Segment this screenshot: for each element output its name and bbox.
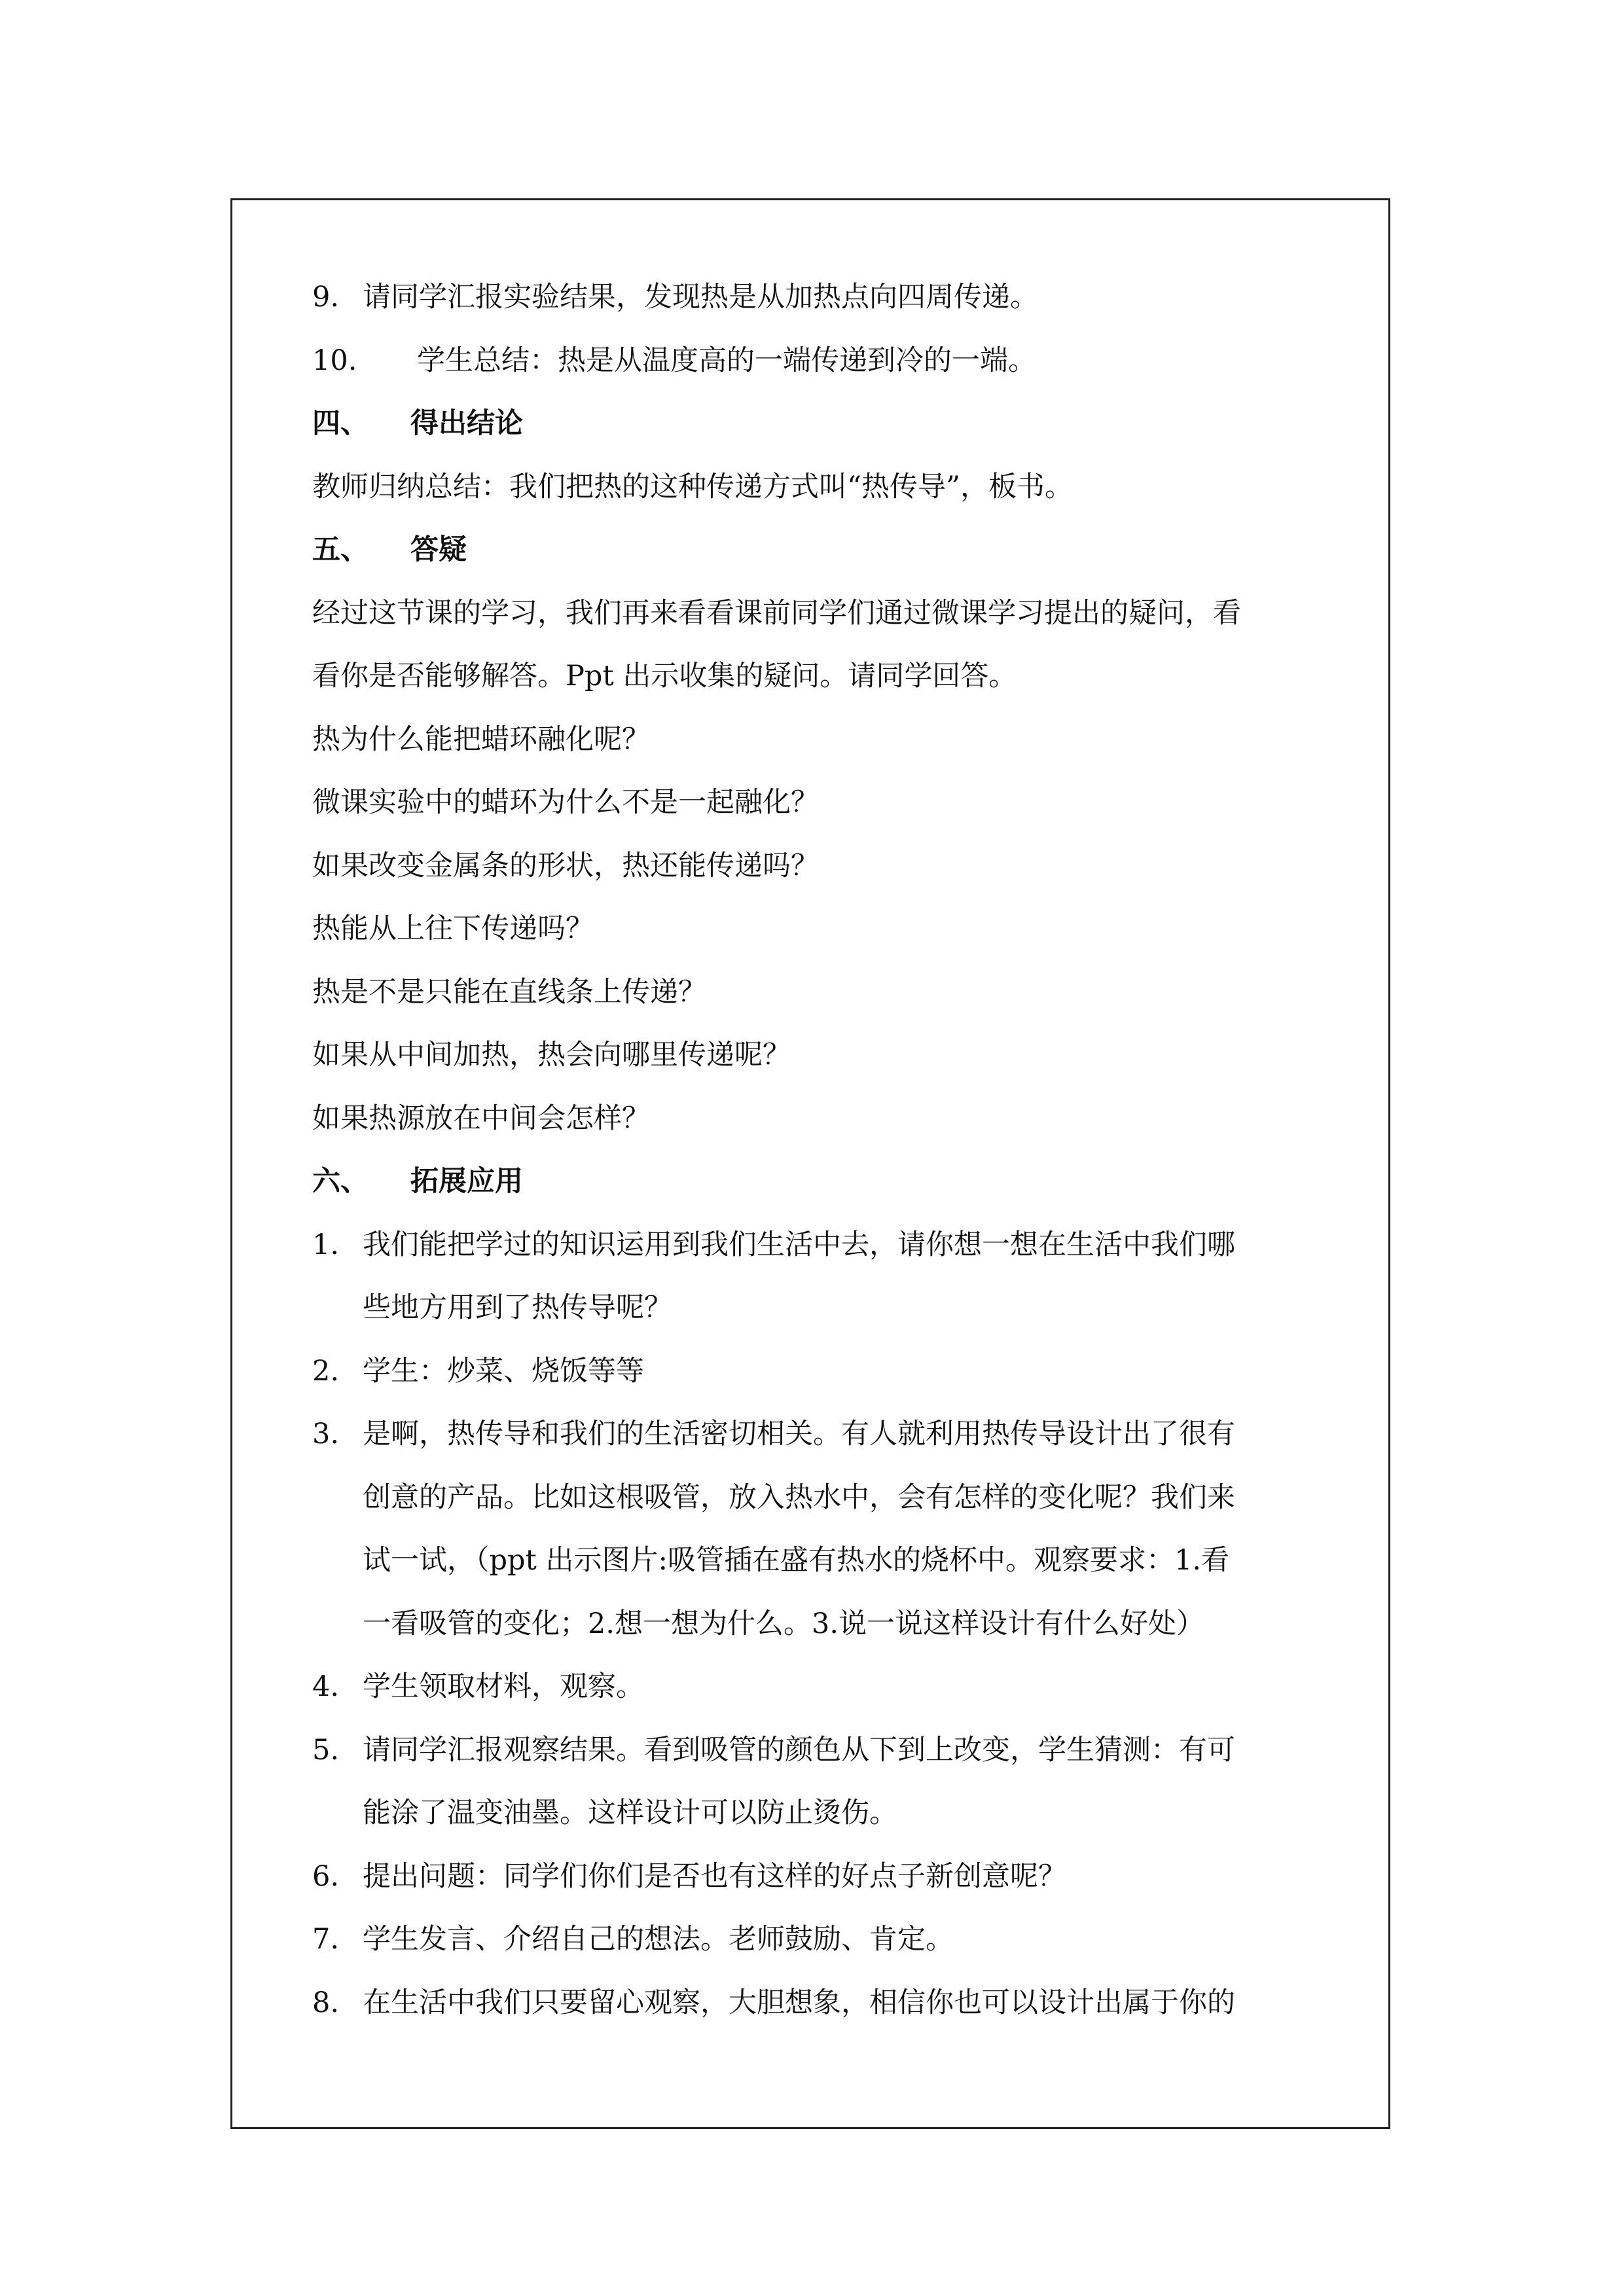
question-item: [312, 1024, 1374, 1087]
paragraph-text: 看你是否能够解答。Ppt 出示收集的疑问。请同学回答。: [312, 660, 1017, 692]
section-heading-application: [312, 1150, 1374, 1213]
list-text: 在生活中我们只要留心观察，大胆想象，相信你也可以设计出属于你的: [363, 1986, 1235, 2019]
step-8: [312, 1971, 1374, 2035]
section-title: 答疑: [410, 533, 467, 566]
section-title: 得出结论: [410, 407, 523, 440]
list-text: 是啊，热传导和我们的生活密切相关。有人就利用热传导设计出了很有: [363, 1418, 1235, 1450]
step-4: [312, 1655, 1374, 1719]
section-number: 五、: [312, 533, 369, 566]
list-text: 学生领取材料，观察。: [363, 1670, 644, 1703]
list-text: 我们能把学过的知识运用到我们生活中去，请你想一想在生活中我们哪: [363, 1228, 1235, 1261]
question-item: [312, 961, 1374, 1024]
section-heading-qa: [312, 518, 1374, 582]
question-text: 如果热源放在中间会怎样？: [312, 1102, 650, 1135]
question-text: 热能从上往下传递吗？: [312, 912, 594, 945]
list-number: 2.: [312, 1354, 340, 1388]
paragraph: [312, 456, 1374, 519]
step-9: [312, 266, 1374, 329]
list-number: 7.: [312, 1923, 340, 1956]
section-heading-conclusion: [312, 392, 1374, 456]
list-number: 4.: [312, 1670, 340, 1703]
step-5: [312, 1719, 1374, 1782]
question-item: [312, 834, 1374, 898]
paragraph-text: 教师归纳总结：我们把热的这种传递方式叫“热传导”，板书。: [312, 470, 1073, 503]
paragraph: [312, 645, 1374, 708]
list-text: 学生：炒菜、烧饭等等: [363, 1354, 644, 1388]
list-text: 学生总结：热是从温度高的一端传递到冷的一端。: [417, 344, 1036, 377]
document-frame: [230, 198, 1390, 2129]
step-7: [312, 1908, 1374, 1971]
step-3-continued: [312, 1529, 1374, 1592]
list-number: 5.: [312, 1733, 340, 1767]
paragraph-text: 经过这节课的学习，我们再来看看课前同学们通过微课学习提出的疑问，看: [312, 596, 1241, 630]
list-text: 试一试，（ppt 出示图片:吸管插在盛有热水的烧杯中。观察要求：1.看: [363, 1544, 1230, 1577]
list-number: 9.: [312, 281, 340, 314]
list-number: 8.: [312, 1986, 340, 2019]
question-item: [312, 1087, 1374, 1151]
list-text: 提出问题：同学们你们是否也有这样的好点子新创意呢？: [363, 1859, 1066, 1893]
step-3-continued: [312, 1592, 1374, 1656]
step-6: [312, 1845, 1374, 1909]
list-number: 6.: [312, 1859, 340, 1893]
list-number: 1.: [312, 1228, 340, 1261]
step-1: [312, 1213, 1374, 1277]
list-text: 些地方用到了热传导呢？: [363, 1291, 672, 1324]
question-text: 如果改变金属条的形状，热还能传递吗？: [312, 849, 819, 882]
question-item: [312, 897, 1374, 961]
list-text: 一看吸管的变化；2.想一想为什么。3.说一说这样设计有什么好处）: [363, 1607, 1205, 1640]
list-text: 请同学汇报实验结果，发现热是从加热点向四周传递。: [363, 281, 1038, 314]
step-3: [312, 1403, 1374, 1466]
question-text: 热为什么能把蜡环融化呢？: [312, 723, 650, 756]
question-text: 热是不是只能在直线条上传递？: [312, 975, 706, 1009]
step-1-continued: [312, 1276, 1374, 1340]
step-2: [312, 1340, 1374, 1403]
step-5-continued: [312, 1782, 1374, 1845]
list-text: 请同学汇报观察结果。看到吸管的颜色从下到上改变，学生猜测：有可: [363, 1733, 1235, 1767]
question-item: [312, 708, 1374, 772]
document-body: [312, 266, 1374, 2034]
list-text: 能涂了温变油墨。这样设计可以防止烫伤。: [363, 1797, 897, 1829]
question-text: 如果从中间加热，热会向哪里传递呢？: [312, 1039, 791, 1071]
list-text: 学生发言、介绍自己的想法。老师鼓励、肯定。: [363, 1923, 954, 1956]
section-number: 四、: [312, 407, 369, 440]
question-item: [312, 771, 1374, 834]
question-text: 微课实验中的蜡环为什么不是一起融化？: [312, 786, 819, 819]
list-text: 创意的产品。比如这根吸管，放入热水中，会有怎样的变化呢？我们来: [363, 1480, 1235, 1514]
paragraph: [312, 582, 1374, 645]
step-3-continued: [312, 1466, 1374, 1530]
section-title: 拓展应用: [410, 1165, 523, 1198]
list-number: 10.: [312, 344, 357, 377]
list-number: 3.: [312, 1418, 340, 1450]
section-number: 六、: [312, 1165, 369, 1198]
step-10: [312, 329, 1374, 393]
